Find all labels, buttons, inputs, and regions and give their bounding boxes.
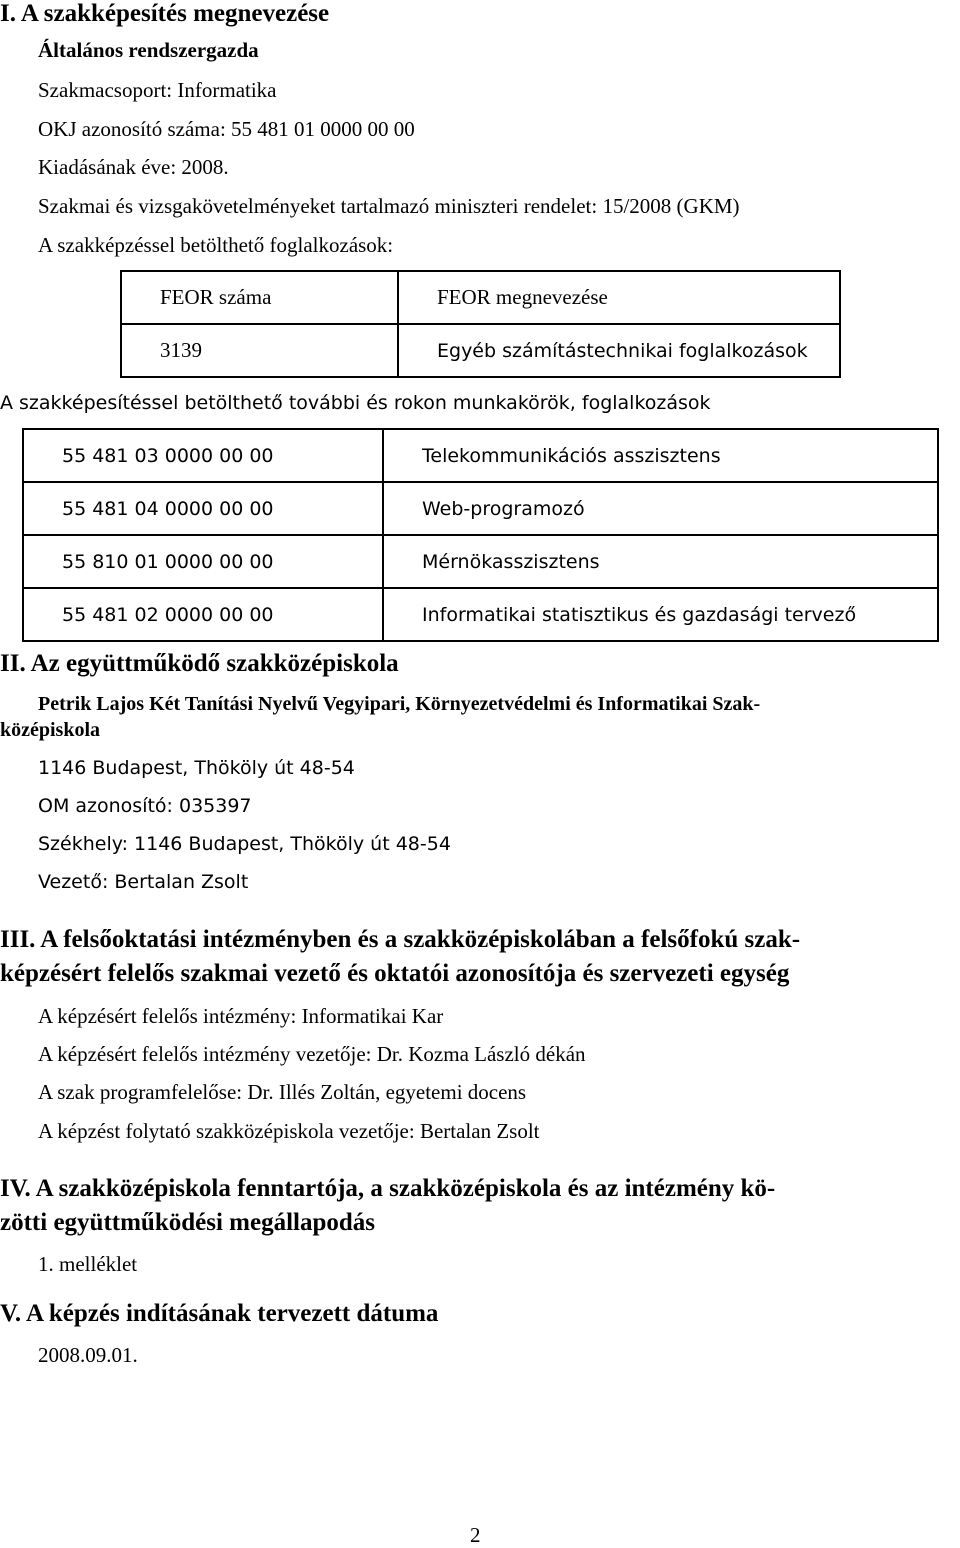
school-seat: Székhely: 1146 Budapest, Thököly út 48-54 [38,833,451,855]
related-code: 55 481 02 0000 00 00 [23,588,383,641]
feor-table [120,270,841,378]
feor-name: Egyéb számítástechnikai foglalkozások [398,324,840,377]
section-2-heading: II. Az együttműködő szakközépiskola [0,650,399,677]
school-name-line-2: középiskola [0,719,101,741]
further-occupations-label: A szakképesítéssel betölthető további és rokon munkakörök, foglalkozások [0,392,711,414]
related-name: Mérnökasszisztens [383,535,938,588]
related-code: 55 810 01 0000 00 00 [23,535,383,588]
related-name: Informatikai statisztikus és gazdasági tervező [383,588,938,641]
table-row [23,535,938,588]
attachment-reference: 1. melléklet [38,1252,138,1276]
page-number: 2 [470,1523,481,1547]
section-3-heading-line-1: III. A felsőoktatási intézményben és a szakközépiskolában a felsőfokú szak- [0,926,801,953]
school-address: 1146 Budapest, Thököly út 48-54 [38,757,355,779]
school-leader: Vezető: Bertalan Zsolt [38,871,249,893]
feor-header-name: FEOR megnevezése [398,271,840,324]
section-4-heading-line-2: zötti együttműködési megállapodás [0,1209,375,1236]
section-3-heading-line-2: képzésért felelős szakmai vezető és oktatói azonosítója és szervezeti egység [0,960,790,987]
related-code: 55 481 03 0000 00 00 [23,429,383,482]
feor-table-header [121,271,840,324]
related-code: 55 481 04 0000 00 00 [23,482,383,535]
school-name-line-1: Petrik Lajos Két Tanítási Nyelvű Vegyipari, Környezetvédelmi és Informatikai Szak- [38,693,761,715]
responsible-institution: A képzésért felelős intézmény: Informatikai Kar [38,1004,444,1028]
institution-head: A képzésért felelős intézmény vezetője: Dr. Kozma László dékán [38,1042,586,1066]
section-1-heading: I. A szakképesítés megnevezése [0,0,330,27]
qualification-group: Szakmacsoport: Informatika [38,78,277,102]
related-name: Web-programozó [383,482,938,535]
occupations-label: A szakképzéssel betölthető foglalkozások: [38,233,394,257]
related-name: Telekommunikációs asszisztens [383,429,938,482]
school-head: A képzést folytató szakközépiskola vezetője: Bertalan Zsolt [38,1119,540,1143]
table-row [23,429,938,482]
section-4-heading-line-1: IV. A szakközépiskola fenntartója, a szakközépiskola és az intézmény kö- [0,1175,776,1202]
issue-year: Kiadásának éve: 2008. [38,155,229,179]
table-row [23,588,938,641]
table-row [121,324,840,377]
qualification-name: Általános rendszergazda [38,38,259,62]
section-5-heading: V. A képzés indításának tervezett dátuma [0,1300,439,1327]
decree-line: Szakmai és vizsgakövetelményeket tartalmazó miniszteri rendelet: 15/2008 (GKM) [38,194,740,218]
okj-id: OKJ azonosító száma: 55 481 01 0000 00 00 [38,117,415,141]
program-lead: A szak programfelelőse: Dr. Illés Zoltán, egyetemi docens [38,1080,527,1104]
feor-header-number: FEOR száma [121,271,398,324]
related-occupations-table [22,428,939,642]
school-om-id: OM azonosító: 035397 [38,795,252,817]
table-row [23,482,938,535]
feor-number: 3139 [121,324,398,377]
planned-start-date: 2008.09.01. [38,1343,138,1367]
